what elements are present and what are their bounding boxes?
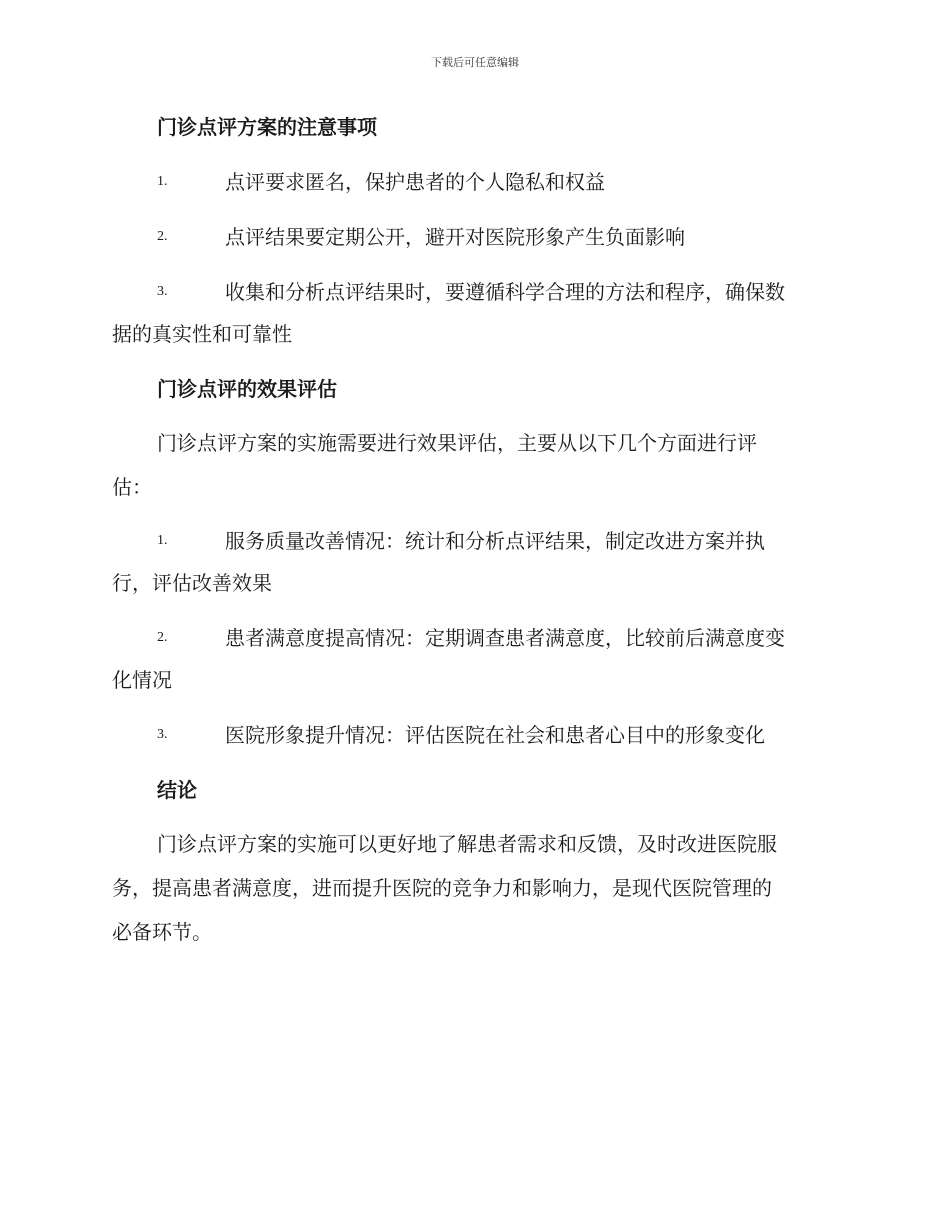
section-heading-conclusion: 结论 xyxy=(157,778,197,802)
intro-paragraph xyxy=(112,421,836,509)
list-item-text-continued: 行，评估改善效果 xyxy=(112,571,272,595)
paragraph-line: 必备环节。 xyxy=(112,920,212,944)
list-item-number: 3. xyxy=(157,284,168,299)
list-item xyxy=(112,216,836,258)
paragraph-line: 门诊点评方案的实施需要进行效果评估，主要从以下几个方面进行评 xyxy=(157,431,757,455)
list-item-number: 2. xyxy=(157,630,168,645)
list-item xyxy=(112,520,836,604)
list-item-number: 3. xyxy=(157,727,168,742)
list-item-number: 1. xyxy=(157,533,168,548)
list-item-text-continued: 化情况 xyxy=(112,668,172,692)
list-item-text-continued: 据的真实性和可靠性 xyxy=(112,322,292,346)
list-item-text: 服务质量改善情况：统计和分析点评结果，制定改进方案并执 xyxy=(225,529,765,553)
page-header: 下载后可任意编辑 xyxy=(431,56,519,69)
section-heading-evaluation: 门诊点评的效果评估 xyxy=(157,377,337,401)
list-item-text: 点评要求匿名，保护患者的个人隐私和权益 xyxy=(225,170,605,194)
list-item-number: 2. xyxy=(157,229,168,244)
paragraph-line: 估： xyxy=(112,475,152,499)
list-item xyxy=(112,161,836,203)
list-item-text: 收集和分析点评结果时，要遵循科学合理的方法和程序，确保数 xyxy=(225,280,785,304)
paragraph-line: 务，提高患者满意度，进而提升医院的竞争力和影响力，是现代医院管理的 xyxy=(112,876,772,900)
list-item-number: 1. xyxy=(157,174,168,189)
list-item-text: 医院形象提升情况：评估医院在社会和患者心目中的形象变化 xyxy=(225,723,765,747)
list-item-text: 患者满意度提高情况：定期调查患者满意度，比较前后满意度变 xyxy=(225,626,785,650)
conclusion-paragraph xyxy=(112,822,836,954)
list-item xyxy=(112,617,836,701)
paragraph-line: 门诊点评方案的实施可以更好地了解患者需求和反馈，及时改进医院服 xyxy=(157,832,777,856)
list-item xyxy=(112,714,836,756)
list-item xyxy=(112,271,836,355)
list-item-text: 点评结果要定期公开，避开对医院形象产生负面影响 xyxy=(225,225,685,249)
section-heading-precautions: 门诊点评方案的注意事项 xyxy=(157,115,377,139)
